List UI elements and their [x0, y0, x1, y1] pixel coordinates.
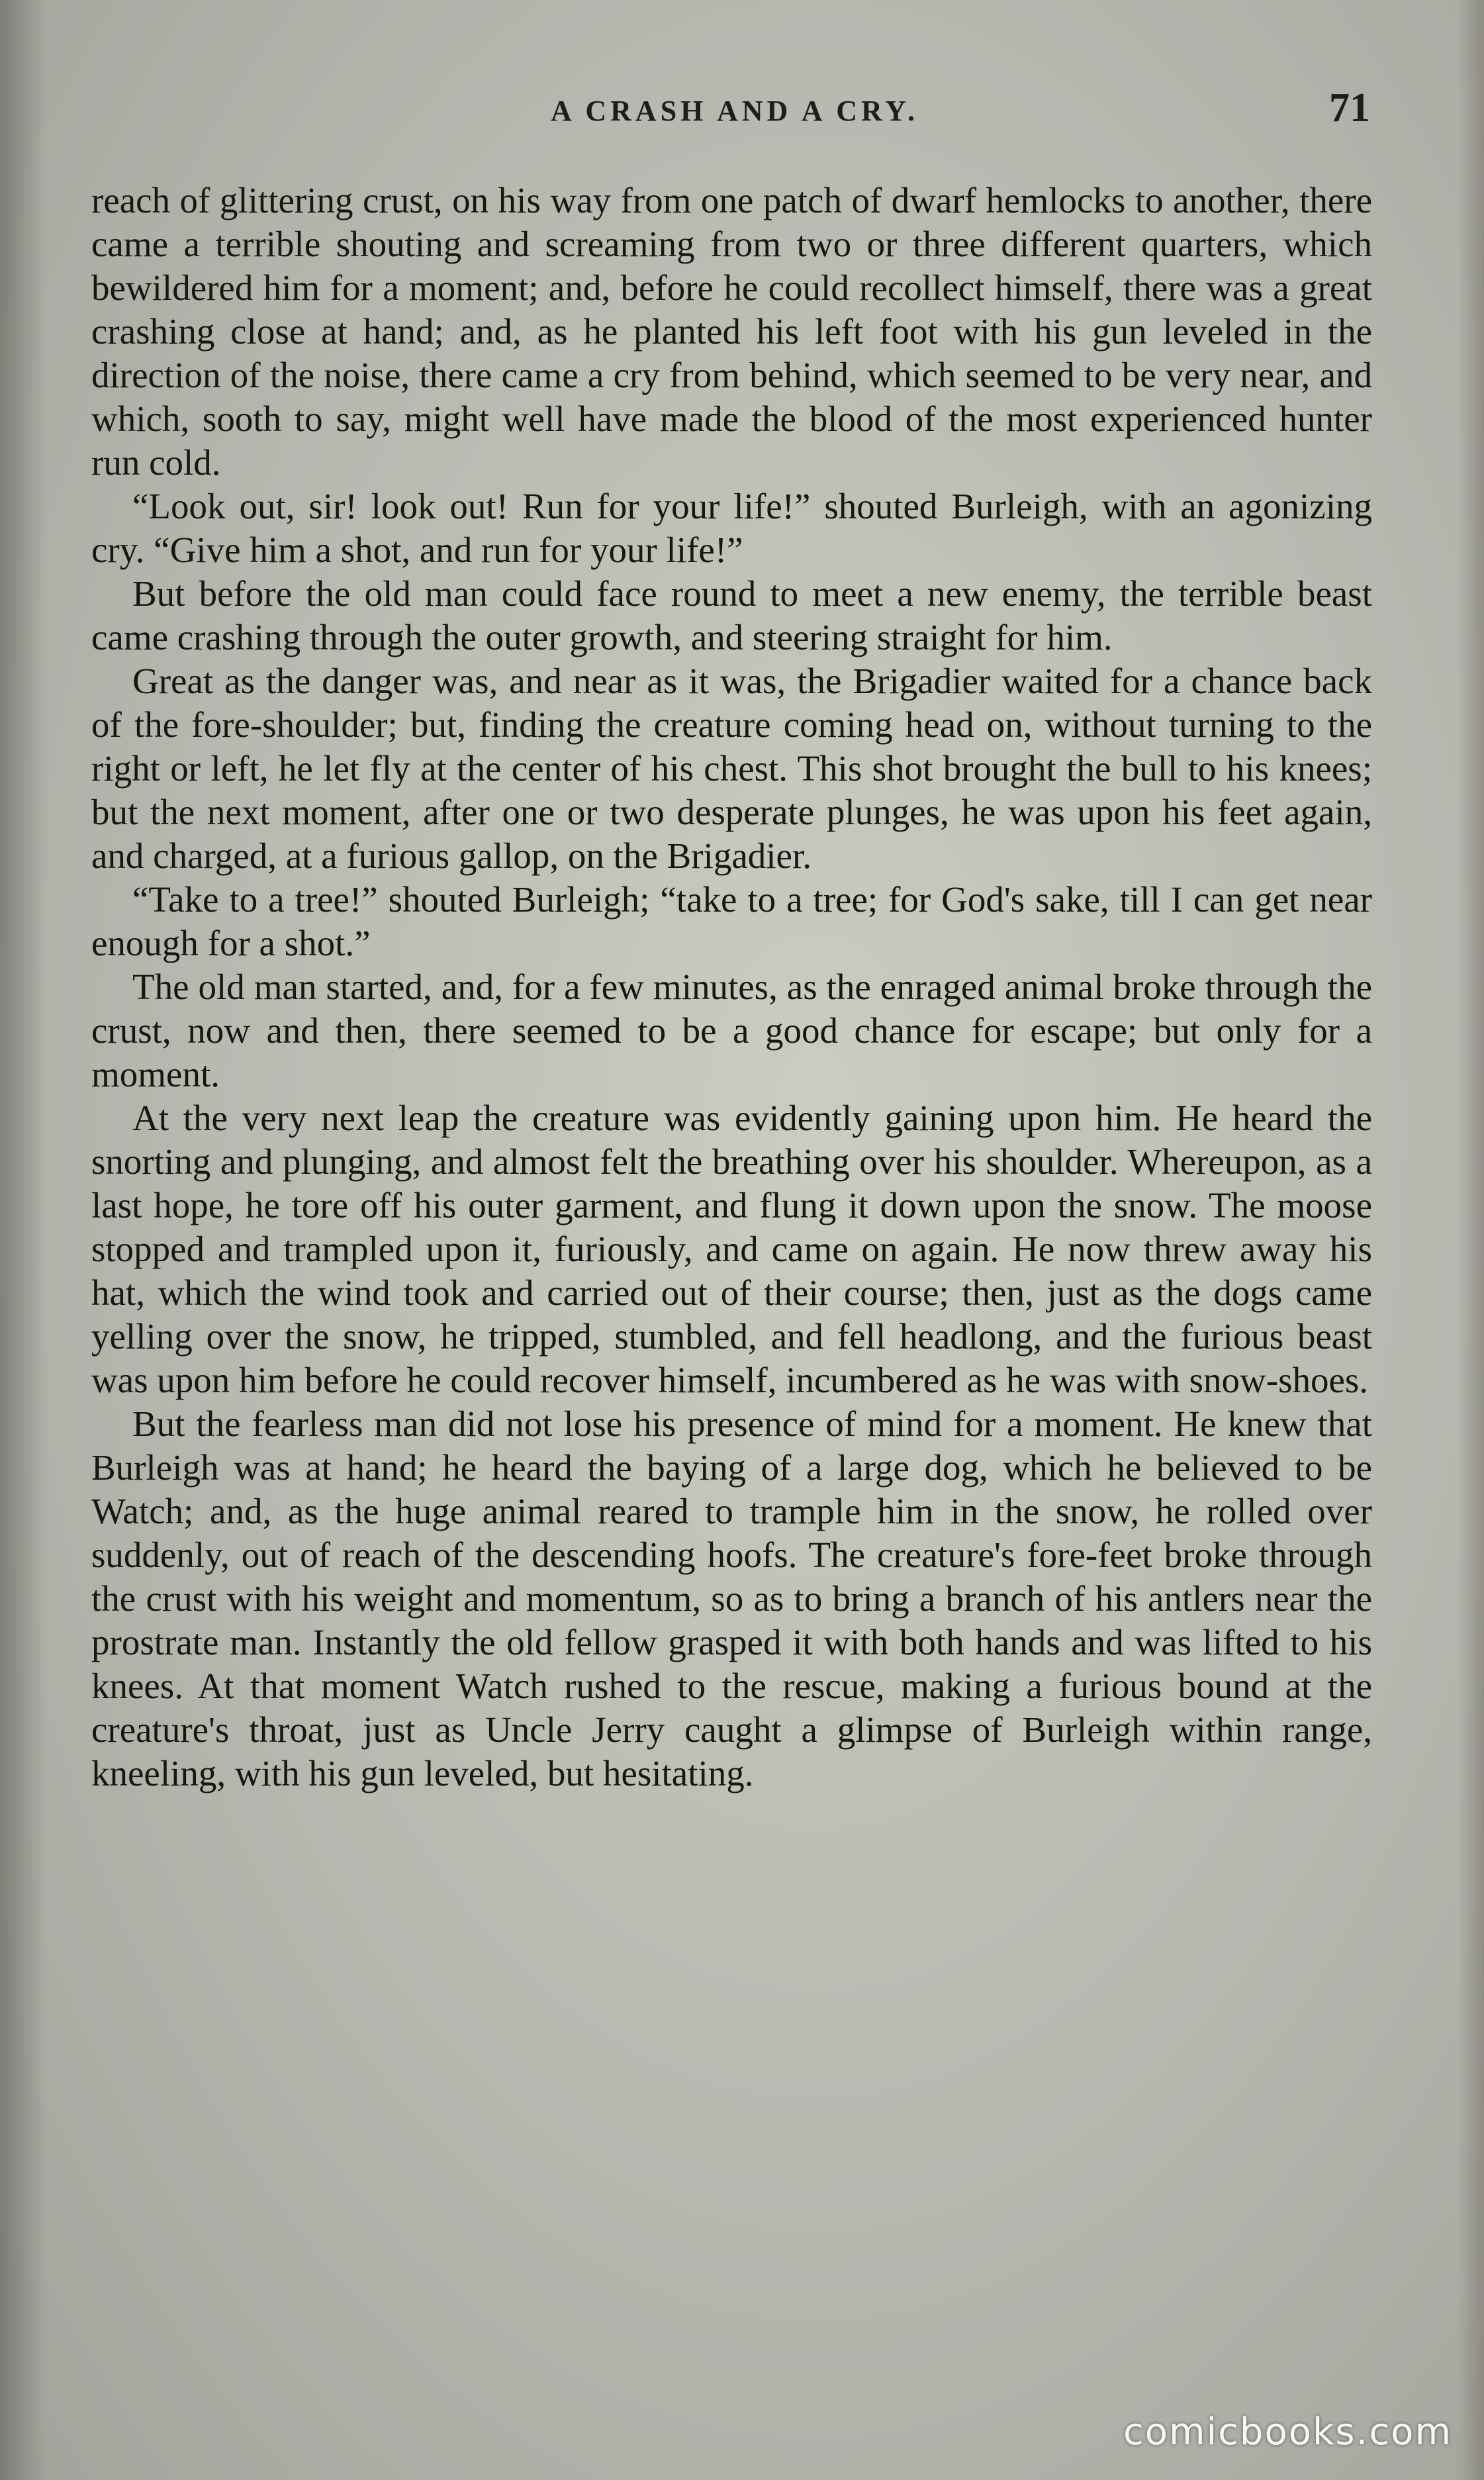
- watermark: comicbooks.com: [1123, 2410, 1452, 2454]
- paragraph: reach of glittering crust, on his way from one patch of dwarf hemlocks to another, there came a terrible shouting and screaming from two or three different quarters, which bewildered him for a moment; and, before he could recollect himself, there was a great crashing close at hand; and, as he planted his left foot with his gun leveled in the direction of the noise, there came a cry from behind, which seemed to be very near, and which, sooth to say, might well have made the blood of the most experienced hunter run cold.: [91, 180, 1372, 483]
- page-edge-shadow: [1458, 0, 1484, 2480]
- body-text: [91, 179, 1372, 1795]
- paragraph: But the fearless man did not lose his presence of mind for a moment. He knew that Burleigh was at hand; he heard the baying of a large dog, which he believed to be Watch; and, as the huge animal reared to trample him in the snow, he rolled over suddenly, out of reach of the descending hoofs. The creature's fore-feet broke through the crust with his weight and momentum, so as to bring a branch of his antlers near the prostrate man. Instantly the old fellow grasped it with both hands and was lifted to his knees. At that moment Watch rushed to the rescue, making a furious bound at the creature's throat, just as Uncle Jerry caught a glimpse of Burleigh within range, kneeling, with his gun leveled, but hesitating.: [91, 1404, 1372, 1793]
- paragraph: The old man started, and, for a few minutes, as the enraged animal broke through the crust, now and then, there seemed to be a good chance for escape; but only for a moment.: [91, 967, 1372, 1094]
- paragraph: “Take to a tree!” shouted Burleigh; “take to a tree; for God's sake, till I can get near enough for a shot.”: [91, 879, 1372, 963]
- paragraph: “Look out, sir! look out! Run for your life!” shouted Burleigh, with an agonizing cry. “Give him a shot, and run for your life!”: [91, 486, 1372, 570]
- running-title: A CRASH AND A CRY.: [551, 95, 919, 127]
- page-gutter-shadow: [0, 0, 46, 2480]
- paragraph: Great as the danger was, and near as it was, the Brigadier waited for a chance back of the fore-shoulder; but, finding the creature coming head on, without turning to the right or left, he let fly at the center of his chest. This shot brought the bull to his knees; but the next moment, after one or two desperate plunges, he was upon his feet again, and charged, at a furious gallop, on the Brigadier.: [91, 661, 1372, 876]
- page-number: 71: [1329, 85, 1370, 130]
- paragraph: At the very next leap the creature was evidently gaining upon him. He heard the snorting and plunging, and almost felt the breathing over his shoulder. Whereupon, as a last hope, he tore off his outer garment, and flung it down upon the snow. The moose stopped and trampled upon it, furiously, and came on again. He now threw away his hat, which the wind took and carried out of their course; then, just as the dogs came yelling over the snow, he tripped, stumbled, and fell headlong, and the furious beast was upon him before he could recover himself, incumbered as he was with snow-shoes.: [91, 1098, 1372, 1400]
- running-head: [99, 85, 1370, 138]
- paragraph: But before the old man could face round to meet a new enemy, the terrible beast came crashing through the outer growth, and steering straight for him.: [91, 573, 1372, 657]
